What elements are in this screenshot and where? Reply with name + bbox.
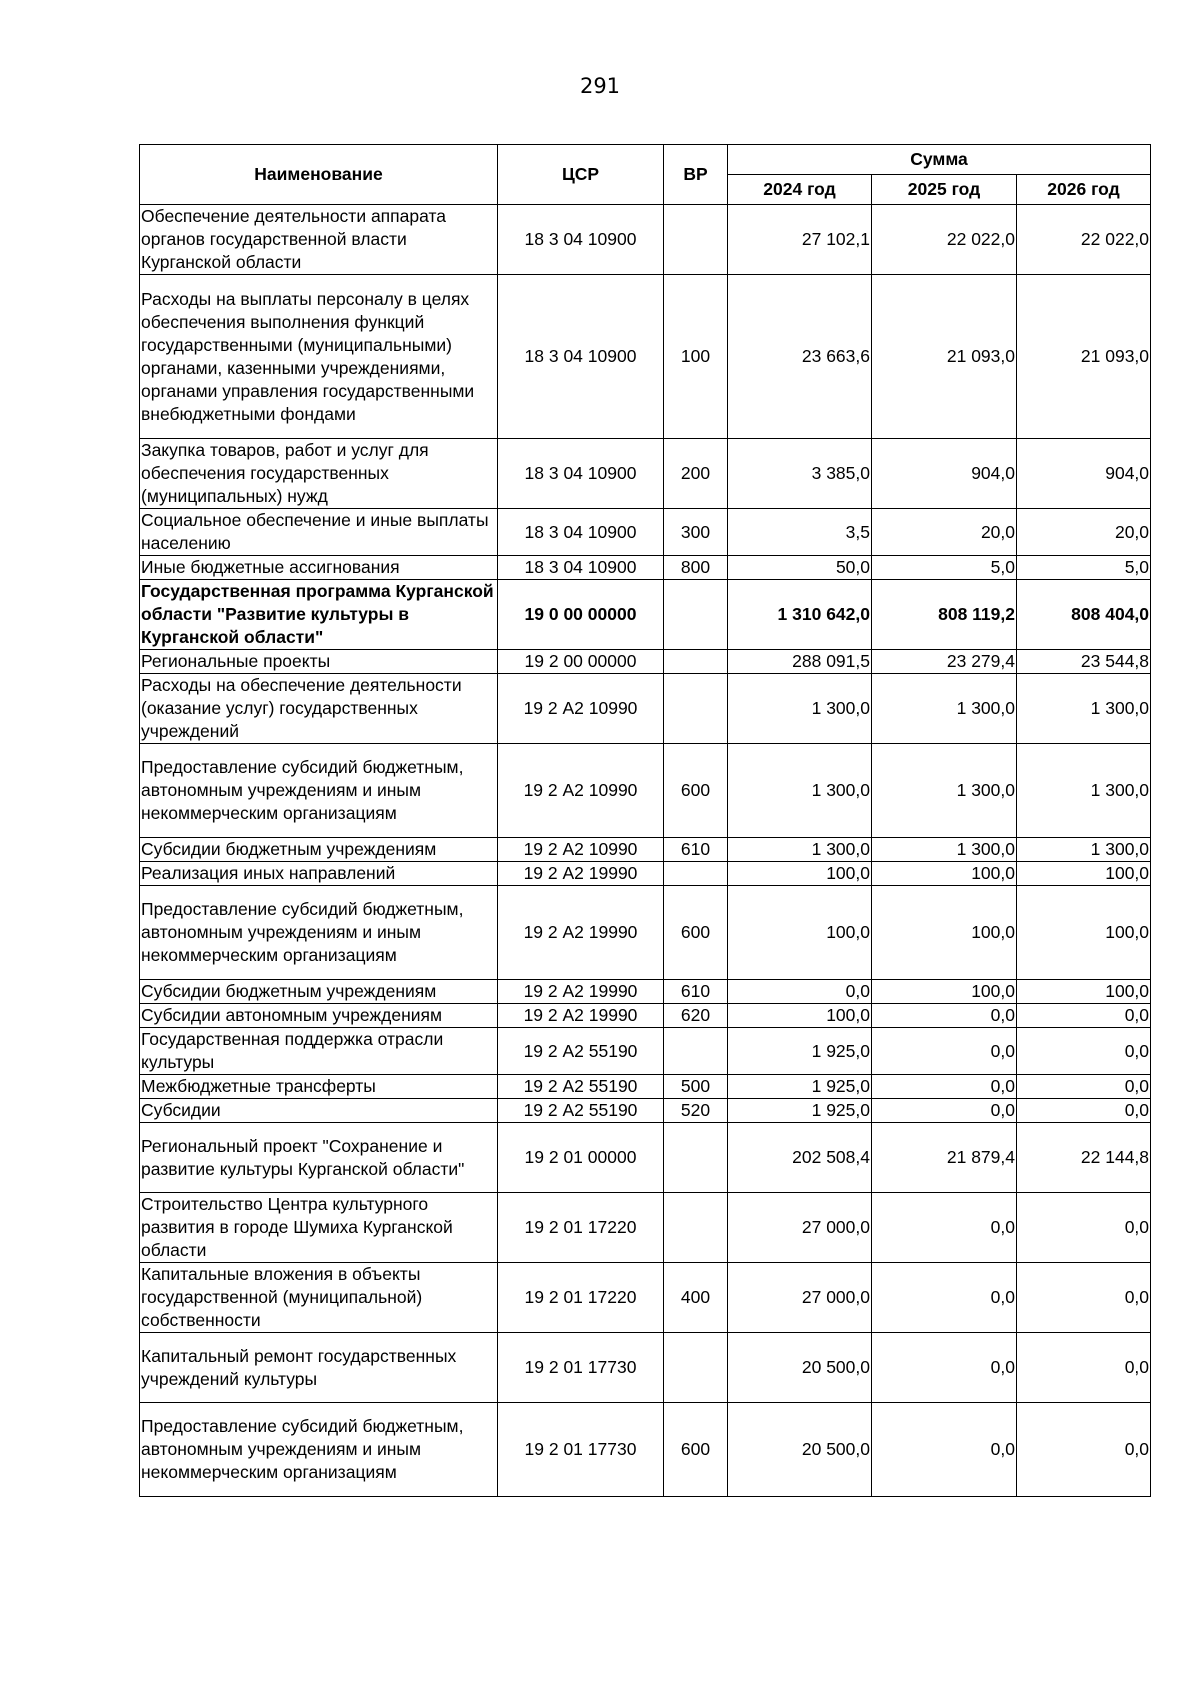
row-csr: 18 3 04 10900 [498,509,664,556]
row-amount-2026: 0,0 [1017,1028,1151,1075]
row-name: Субсидии бюджетным учреждениям [140,980,498,1004]
table-row [140,275,1151,439]
row-vr [664,580,728,650]
row-vr [664,205,728,275]
row-name: Государственная поддержка отрасли культуры [140,1028,498,1075]
row-csr: 19 2 А2 19990 [498,1004,664,1028]
row-name: Субсидии [140,1099,498,1123]
row-vr: 610 [664,838,728,862]
row-vr: 100 [664,275,728,439]
row-amount-2025: 5,0 [872,556,1017,580]
row-name: Обеспечение деятельности аппарата органов государственной власти Курганской области [140,205,498,275]
table-row [140,1099,1151,1123]
table-row [140,1028,1151,1075]
row-amount-2025: 22 022,0 [872,205,1017,275]
row-csr: 19 2 00 00000 [498,650,664,674]
row-vr [664,1028,728,1075]
row-amount-2024: 202 508,4 [728,1123,872,1193]
row-amount-2025: 0,0 [872,1333,1017,1403]
row-amount-2025: 100,0 [872,980,1017,1004]
row-amount-2024: 1 925,0 [728,1028,872,1075]
row-amount-2025: 0,0 [872,1193,1017,1263]
row-amount-2026: 0,0 [1017,1075,1151,1099]
row-amount-2025: 1 300,0 [872,674,1017,744]
row-name: Капитальный ремонт государственных учреждений культуры [140,1333,498,1403]
row-amount-2024: 100,0 [728,862,872,886]
row-amount-2025: 21 093,0 [872,275,1017,439]
row-amount-2025: 0,0 [872,1028,1017,1075]
row-amount-2024: 3 385,0 [728,439,872,509]
row-vr [664,1193,728,1263]
row-csr: 18 3 04 10900 [498,556,664,580]
row-csr: 19 2 А2 55190 [498,1028,664,1075]
header-sum: Сумма [728,145,1151,175]
row-vr [664,862,728,886]
table-row [140,1193,1151,1263]
row-csr: 19 2 А2 10990 [498,674,664,744]
row-name: Предоставление субсидий бюджетным, автономным учреждениям и иным некоммерческим организациям [140,1403,498,1497]
row-name: Иные бюджетные ассигнования [140,556,498,580]
table-row [140,744,1151,838]
row-amount-2024: 1 300,0 [728,838,872,862]
row-name: Государственная программа Курганской области "Развитие культуры в Курганской области" [140,580,498,650]
row-vr [664,650,728,674]
row-amount-2026: 0,0 [1017,1333,1151,1403]
row-amount-2024: 20 500,0 [728,1333,872,1403]
table-row [140,862,1151,886]
row-amount-2026: 1 300,0 [1017,838,1151,862]
row-name: Социальное обеспечение и иные выплаты населению [140,509,498,556]
row-amount-2026: 21 093,0 [1017,275,1151,439]
row-vr [664,1333,728,1403]
row-csr: 19 2 01 17730 [498,1333,664,1403]
row-amount-2026: 1 300,0 [1017,744,1151,838]
table-header [140,145,1151,205]
table-row [140,886,1151,980]
row-csr: 18 3 04 10900 [498,439,664,509]
table-row [140,1123,1151,1193]
row-name: Субсидии бюджетным учреждениям [140,838,498,862]
row-name: Реализация иных направлений [140,862,498,886]
row-amount-2026: 23 544,8 [1017,650,1151,674]
row-vr: 400 [664,1263,728,1333]
row-csr: 19 2 А2 19990 [498,862,664,886]
table-row [140,838,1151,862]
row-amount-2026: 20,0 [1017,509,1151,556]
row-vr: 600 [664,886,728,980]
row-vr: 300 [664,509,728,556]
row-amount-2025: 0,0 [872,1263,1017,1333]
row-vr [664,674,728,744]
row-amount-2026: 0,0 [1017,1099,1151,1123]
row-amount-2025: 1 300,0 [872,744,1017,838]
row-amount-2025: 0,0 [872,1004,1017,1028]
row-vr: 600 [664,744,728,838]
row-amount-2024: 27 000,0 [728,1263,872,1333]
row-name: Закупка товаров, работ и услуг для обеспечения государственных (муниципальных) нужд [140,439,498,509]
row-amount-2026: 808 404,0 [1017,580,1151,650]
row-amount-2024: 100,0 [728,886,872,980]
row-vr: 610 [664,980,728,1004]
row-amount-2024: 23 663,6 [728,275,872,439]
row-name: Межбюджетные трансферты [140,1075,498,1099]
row-amount-2024: 1 300,0 [728,674,872,744]
row-name: Региональный проект "Сохранение и развитие культуры Курганской области" [140,1123,498,1193]
table-row [140,980,1151,1004]
row-csr: 19 2 01 17730 [498,1403,664,1497]
row-amount-2024: 0,0 [728,980,872,1004]
row-amount-2024: 1 925,0 [728,1075,872,1099]
row-amount-2026: 0,0 [1017,1004,1151,1028]
row-amount-2025: 21 879,4 [872,1123,1017,1193]
row-amount-2025: 100,0 [872,886,1017,980]
row-vr: 620 [664,1004,728,1028]
table-row [140,580,1151,650]
table-row [140,650,1151,674]
row-amount-2024: 100,0 [728,1004,872,1028]
row-csr: 19 2 А2 55190 [498,1075,664,1099]
row-name: Капитальные вложения в объекты государственной (муниципальной) собственности [140,1263,498,1333]
header-year-2026: 2026 год [1017,175,1151,205]
row-amount-2024: 27 000,0 [728,1193,872,1263]
row-amount-2026: 0,0 [1017,1193,1151,1263]
row-name: Предоставление субсидий бюджетным, автономным учреждениям и иным некоммерческим организациям [140,886,498,980]
table-row [140,1075,1151,1099]
row-amount-2025: 1 300,0 [872,838,1017,862]
row-name: Расходы на выплаты персоналу в целях обеспечения выполнения функций государственными (муниципальными) органами, казенными учреждениями, органами управления государственными внебюджетными фондами [140,275,498,439]
row-csr: 18 3 04 10900 [498,275,664,439]
table-body [140,205,1151,1497]
row-amount-2025: 20,0 [872,509,1017,556]
row-vr: 520 [664,1099,728,1123]
row-amount-2024: 288 091,5 [728,650,872,674]
row-amount-2024: 1 310 642,0 [728,580,872,650]
row-amount-2025: 0,0 [872,1075,1017,1099]
table-row [140,1333,1151,1403]
row-name: Предоставление субсидий бюджетным, автономным учреждениям и иным некоммерческим организациям [140,744,498,838]
row-name: Региональные проекты [140,650,498,674]
table-row [140,1403,1151,1497]
row-amount-2026: 5,0 [1017,556,1151,580]
row-amount-2025: 0,0 [872,1403,1017,1497]
row-name: Субсидии автономным учреждениям [140,1004,498,1028]
table-row [140,205,1151,275]
table-row [140,439,1151,509]
row-amount-2026: 0,0 [1017,1263,1151,1333]
page-number: 291 [579,74,621,98]
header-csr: ЦСР [498,145,664,205]
row-csr: 19 2 01 00000 [498,1123,664,1193]
row-name: Расходы на обеспечение деятельности (оказание услуг) государственных учреждений [140,674,498,744]
table-row [140,674,1151,744]
row-amount-2025: 23 279,4 [872,650,1017,674]
header-year-2024: 2024 год [728,175,872,205]
row-amount-2026: 22 144,8 [1017,1123,1151,1193]
table-row [140,509,1151,556]
row-amount-2024: 1 925,0 [728,1099,872,1123]
row-vr: 200 [664,439,728,509]
row-csr: 19 2 А2 10990 [498,744,664,838]
row-vr: 600 [664,1403,728,1497]
row-amount-2025: 904,0 [872,439,1017,509]
row-amount-2026: 100,0 [1017,862,1151,886]
row-amount-2025: 100,0 [872,862,1017,886]
row-amount-2026: 100,0 [1017,886,1151,980]
row-amount-2024: 50,0 [728,556,872,580]
budget-table [139,144,1151,1497]
row-name: Строительство Центра культурного развития в городе Шумиха Курганской области [140,1193,498,1263]
row-amount-2025: 808 119,2 [872,580,1017,650]
row-vr: 500 [664,1075,728,1099]
row-amount-2026: 22 022,0 [1017,205,1151,275]
table-row [140,1263,1151,1333]
header-vr: ВР [664,145,728,205]
row-amount-2026: 904,0 [1017,439,1151,509]
row-amount-2024: 27 102,1 [728,205,872,275]
row-csr: 18 3 04 10900 [498,205,664,275]
header-year-2025: 2025 год [872,175,1017,205]
row-csr: 19 2 01 17220 [498,1263,664,1333]
table-row [140,1004,1151,1028]
row-csr: 19 2 А2 19990 [498,980,664,1004]
row-csr: 19 2 А2 10990 [498,838,664,862]
row-csr: 19 0 00 00000 [498,580,664,650]
header-name: Наименование [140,145,498,205]
row-amount-2025: 0,0 [872,1099,1017,1123]
row-csr: 19 2 А2 55190 [498,1099,664,1123]
row-amount-2024: 20 500,0 [728,1403,872,1497]
row-vr: 800 [664,556,728,580]
table-row [140,556,1151,580]
row-amount-2026: 100,0 [1017,980,1151,1004]
row-vr [664,1123,728,1193]
row-csr: 19 2 А2 19990 [498,886,664,980]
row-amount-2026: 1 300,0 [1017,674,1151,744]
row-amount-2026: 0,0 [1017,1403,1151,1497]
row-csr: 19 2 01 17220 [498,1193,664,1263]
row-amount-2024: 3,5 [728,509,872,556]
row-amount-2024: 1 300,0 [728,744,872,838]
